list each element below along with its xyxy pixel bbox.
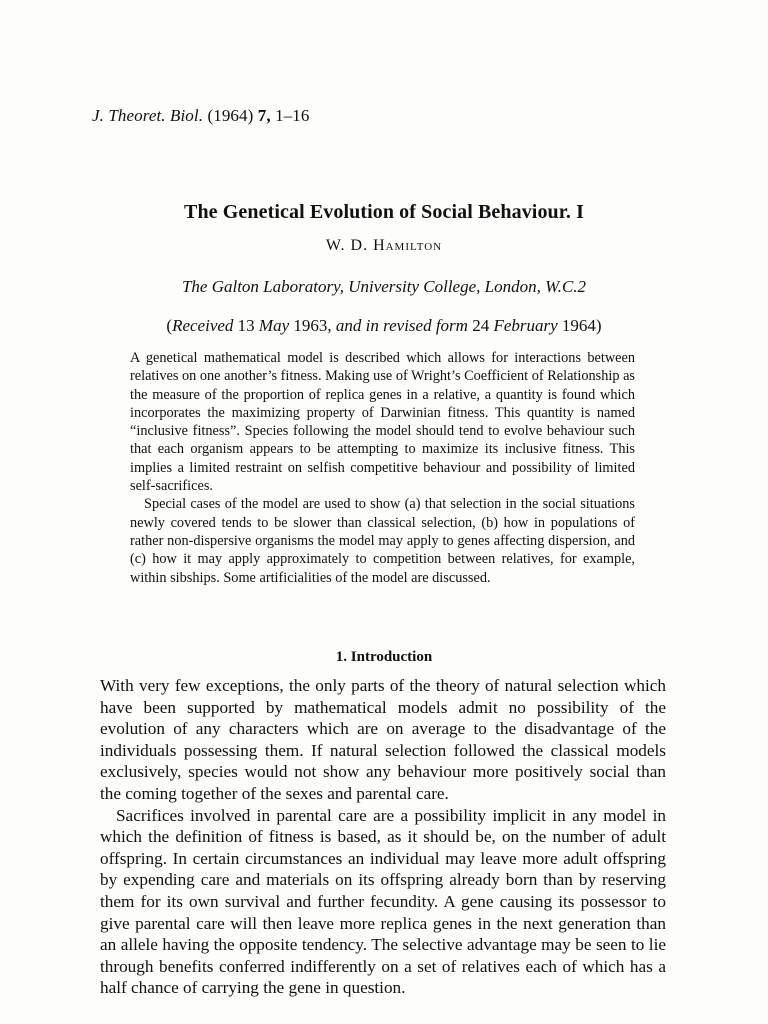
received-dates [0, 316, 768, 336]
introduction-paragraph-1: With very few exceptions, the only parts of the theory of natural selection which have been supported by mathematical models admit no possibility of the evolution of any characters which are on average to the disadvantage of the individuals possessing them. If natural selection followed the classical models exclusively, species would not show any behaviour more positively social than the coming together of the sexes and parental care. [100, 676, 666, 803]
journal-volume: 7, [257, 106, 271, 125]
journal-citation [92, 106, 309, 126]
received-open-paren: ( [166, 316, 173, 335]
received-year: 1963, [289, 316, 336, 335]
abstract [130, 349, 635, 587]
revised-label: and in revised form [335, 316, 468, 335]
received-month: May [258, 316, 290, 335]
revised-day: 24 [467, 316, 494, 335]
journal-year: (1964) [207, 106, 254, 125]
revised-year: 1964) [557, 316, 602, 335]
abstract-paragraph-2: Special cases of the model are used to show (a) that selection in the social situations newly covered tends to be slower than classical selection, (b) how in populations of rather non-dispersive organisms the model may apply to genes affecting dispersion, and (c) how it may apply approximately to competition between relatives, for example, within sibships. Some artificialities of the model are discussed. [130, 496, 635, 586]
introduction-paragraph-2: Sacrifices involved in parental care are a possibility implicit in any model in which the definition of fitness is based, as it should be, on the number of adult offspring. In certain circumstances an individual may leave more adult offspring by expending care and materials on its offspring already born than by reserving them for its own survival and further fecundity. A gene causing its possessor to give parental care will then leave more replica genes in the next generation than an allele having the opposite tendency. The selective advantage may be seen to lie through benefits conferred indifferently on a set of relatives each of which has a half chance of carrying the gene in question. [100, 805, 666, 998]
article-affiliation: The Galton Laboratory, University College, London, W.C.2 [181, 277, 587, 296]
article-author: W. D. Hamilton [325, 237, 443, 254]
journal-name: J. Theoret. Biol. [92, 106, 204, 125]
revised-month: February [493, 316, 558, 335]
abstract-paragraph-1: A genetical mathematical model is described which allows for interactions between relatives on one another’s fitness. Making use of Wright’s Coefficient of Relationship as the measure of the proportion of replica genes in a relative, a quantity is found which incorporates the maximizing property of Darwinian fitness. This quantity is named “inclusive fitness”. Species following the model should tend to evolve behaviour such that each organism appears to be attempting to maximize its inclusive fitness. This implies a limited restraint on selfish competitive behaviour and possibility of limited self-sacrifices. [130, 350, 635, 495]
received-day: 13 [233, 316, 259, 335]
journal-pages: 1–16 [275, 106, 310, 125]
introduction-heading: 1. Introduction [335, 649, 433, 665]
introduction-body [100, 675, 666, 999]
article-title: The Genetical Evolution of Social Behaviour. I [184, 201, 584, 223]
received-label: Received [172, 316, 234, 335]
